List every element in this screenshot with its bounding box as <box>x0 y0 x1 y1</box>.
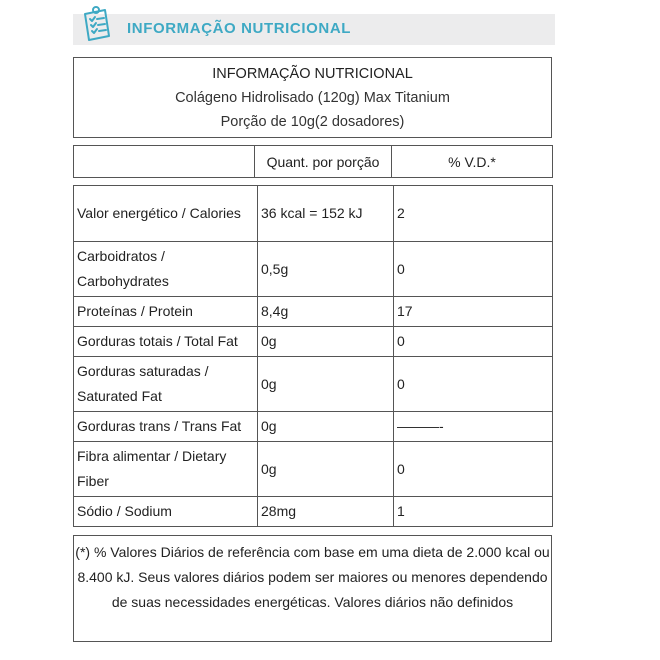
product-name: Colágeno Hidrolisado (120g) Max Titanium <box>175 90 450 106</box>
nutrient-label: Gorduras saturadas / Saturated Fat <box>74 357 258 412</box>
column-header-daily-value: % V.D.* <box>392 146 553 178</box>
nutrient-quantity: 8,4g <box>258 297 394 327</box>
nutrient-daily-value: 0 <box>394 242 553 297</box>
clipboard-checklist-icon <box>80 4 114 44</box>
footnote-box <box>73 535 552 642</box>
nutrient-daily-value: 2 <box>394 186 553 242</box>
nutrient-label: Gorduras totais / Total Fat <box>74 327 258 357</box>
nutrient-label: Fibra alimentar / Dietary Fiber <box>74 442 258 497</box>
nutrient-quantity: 0g <box>258 357 394 412</box>
column-header-table <box>73 145 553 178</box>
nutrient-daily-value: 1 <box>394 497 553 527</box>
nutrient-quantity: 0g <box>258 412 394 442</box>
nutrition-title-box <box>73 57 552 138</box>
nutrient-label: Gorduras trans / Trans Fat <box>74 412 258 442</box>
nutrient-daily-value: 17 <box>394 297 553 327</box>
nutrient-quantity: 28mg <box>258 497 394 527</box>
table-row <box>74 357 553 412</box>
table-row <box>74 442 553 497</box>
nutrition-heading: INFORMAÇÃO NUTRICIONAL <box>212 66 413 82</box>
nutrient-label: Carboidratos / Carbohydrates <box>74 242 258 297</box>
nutrition-table <box>73 185 553 527</box>
nutrient-daily-value: 0 <box>394 357 553 412</box>
nutrient-quantity: 36 kcal = 152 kJ <box>258 186 394 242</box>
nutrient-daily-value: ———- <box>394 412 553 442</box>
column-header-quantity: Quant. por porção <box>255 146 392 178</box>
table-row <box>74 497 553 527</box>
table-row <box>74 327 553 357</box>
section-title: INFORMAÇÃO NUTRICIONAL <box>127 20 352 37</box>
footnote-text: (*) % Valores Diários de referência com base em uma dieta de 2.000 kcal ou 8.400 kJ. Seus valores diários podem ser maiores ou menores dependendo de suas necessidades energéticas. Valores diários não definidos <box>75 544 550 610</box>
nutrient-quantity: 0g <box>258 442 394 497</box>
table-row <box>74 242 553 297</box>
nutrient-daily-value: 0 <box>394 327 553 357</box>
table-row <box>74 186 553 242</box>
nutrient-quantity: 0g <box>258 327 394 357</box>
column-header-label <box>74 146 255 178</box>
nutrient-label: Proteínas / Protein <box>74 297 258 327</box>
nutrient-label: Sódio / Sodium <box>74 497 258 527</box>
table-row <box>74 297 553 327</box>
column-header-row <box>74 146 553 178</box>
nutrient-quantity: 0,5g <box>258 242 394 297</box>
table-row <box>74 412 553 442</box>
portion-size: Porção de 10g(2 dosadores) <box>220 114 405 130</box>
nutrient-daily-value: 0 <box>394 442 553 497</box>
nutrient-label: Valor energético / Calories <box>74 186 258 242</box>
